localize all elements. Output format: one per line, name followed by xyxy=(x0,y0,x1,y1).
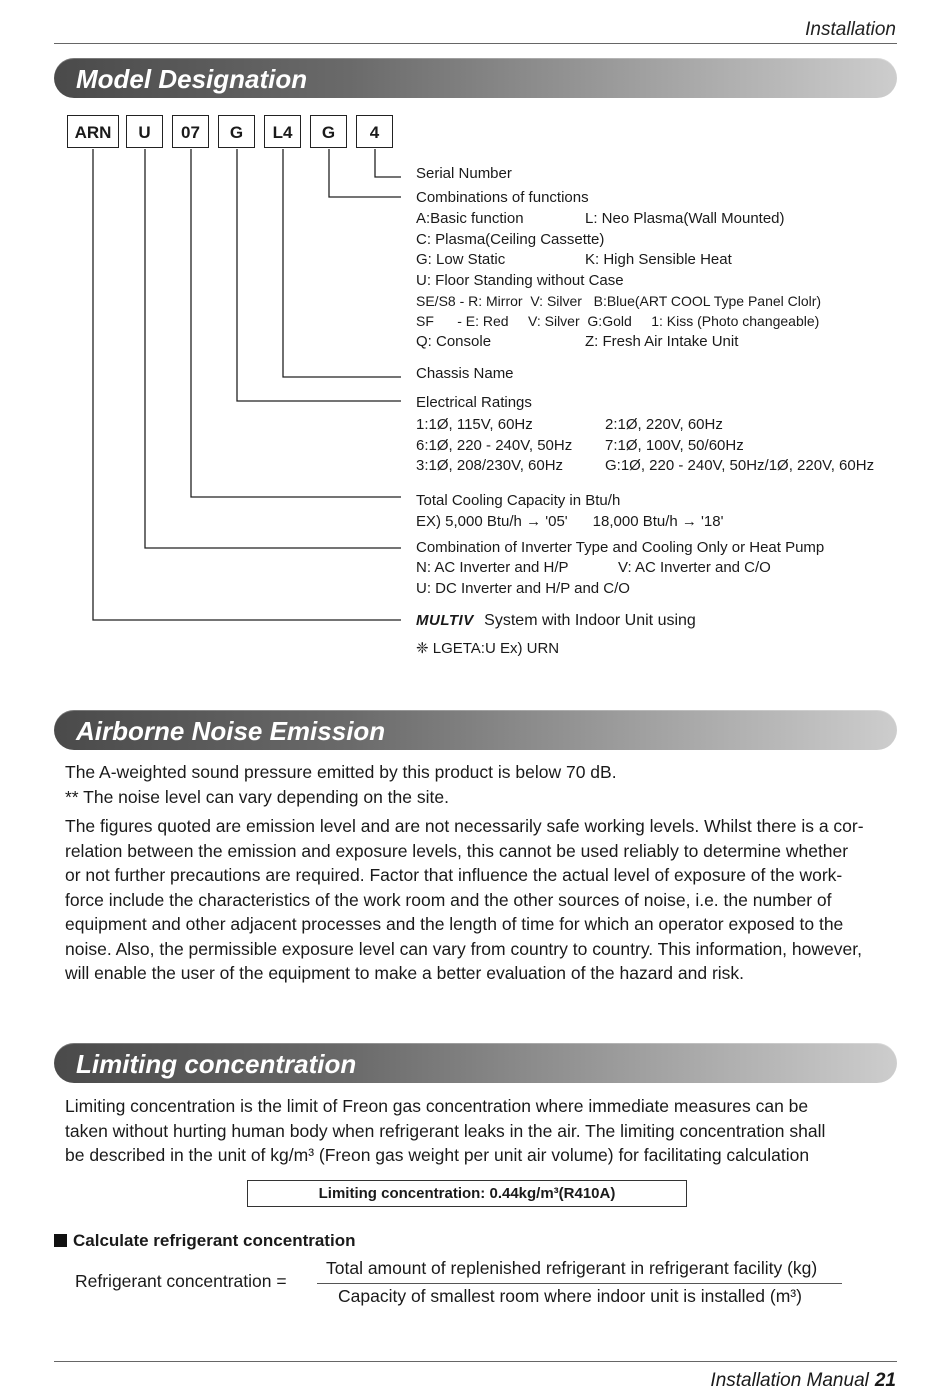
footer-manual-title: Installation Manual xyxy=(710,1370,869,1391)
serial-number-label: Serial Number xyxy=(416,165,512,182)
code-box-arn: ARN xyxy=(67,115,119,148)
code-box-g2: G xyxy=(310,115,347,148)
inverter-item: N: AC Inverter and H/P xyxy=(416,559,569,576)
electrical-item: 1:1Ø, 115V, 60Hz xyxy=(416,416,533,433)
electrical-item: 7:1Ø, 100V, 50/60Hz xyxy=(605,437,744,454)
limiting-value-box: Limiting concentration: 0.44kg/m³(R410A) xyxy=(247,1180,687,1207)
function-item: U: Floor Standing without Case xyxy=(416,272,624,289)
capacity-example: EX) 5,000 Btu/h → '05' 18,000 Btu/h → '18' xyxy=(416,513,724,530)
page-footer xyxy=(710,1370,896,1392)
section-title: Airborne Noise Emission xyxy=(76,716,386,746)
function-item-se-s8: SE/S8 - R: Mirror V: Silver B:Blue(ART COOL Type Panel Clolr) xyxy=(416,293,822,309)
section-title: Model Designation xyxy=(76,64,308,94)
code-box-g: G xyxy=(218,115,255,148)
limiting-paragraph xyxy=(65,1094,825,1168)
section-title: Limiting concentration xyxy=(76,1049,357,1079)
noise-note: ** The noise level can vary depending on the site. xyxy=(65,786,449,807)
function-item: G: Low Static xyxy=(416,251,506,268)
function-item: Z: Fresh Air Intake Unit xyxy=(585,333,739,350)
calc-heading xyxy=(54,1231,355,1251)
function-item: Q: Console xyxy=(416,333,492,350)
footer-rule xyxy=(54,1361,897,1362)
paragraph-line: force include the characteristics of the work room and the other sources of noise, i.e. the number of xyxy=(65,889,832,910)
function-item: L: Neo Plasma(Wall Mounted) xyxy=(585,210,785,227)
electrical-item: G:1Ø, 220 - 240V, 50Hz/1Ø, 220V, 60Hz xyxy=(605,457,875,474)
electrical-item: 3:1Ø, 208/230V, 60Hz xyxy=(416,457,564,474)
functions-heading: Combinations of functions xyxy=(416,189,589,206)
function-item-sf: SF - E: Red V: Silver G:Gold 1: Kiss (Photo changeable) xyxy=(416,313,820,329)
paragraph-line: taken without hurting human body when refrigerant leaks in the air. The limiting concentration shall xyxy=(65,1120,826,1141)
paragraph-line: noise. Also, the permissible exposure level can vary from country to country. This information, however, xyxy=(65,938,862,959)
multiv-logo: MULTIV xyxy=(416,612,474,629)
function-item: A:Basic function xyxy=(416,210,524,227)
inverter-item: V: AC Inverter and C/O xyxy=(618,559,771,576)
page-number: 21 xyxy=(874,1370,896,1391)
chassis-name-label: Chassis Name xyxy=(416,365,514,382)
inverter-heading: Combination of Inverter Type and Cooling Only or Heat Pump xyxy=(416,539,825,556)
paragraph-line: relation between the emission and exposure levels, this cannot be used reliably to determine whether xyxy=(65,840,849,861)
noise-banner xyxy=(54,710,897,750)
code-box-l4: L4 xyxy=(264,115,301,148)
paragraph-line: or not further precautions are required. Factor that influence the actual level of exposure of the work- xyxy=(65,865,843,885)
noise-statement: The A-weighted sound pressure emitted by this product is below 70 dB. xyxy=(65,762,617,782)
function-item: C: Plasma(Ceiling Cassette) xyxy=(416,231,605,248)
electrical-item: 6:1Ø, 220 - 240V, 50Hz xyxy=(416,437,573,454)
formula-numerator: Total amount of replenished refrigerant in refrigerant facility (kg) xyxy=(326,1258,818,1278)
noise-intro xyxy=(65,760,617,809)
inverter-item: U: DC Inverter and H/P and C/O xyxy=(416,580,630,597)
electrical-heading: Electrical Ratings xyxy=(416,394,532,411)
code-box-07: 07 xyxy=(172,115,209,148)
paragraph-line: equipment and other adjacent processes and the length of time for which an operator exposed to the xyxy=(65,914,844,934)
code-box-4: 4 xyxy=(356,115,393,148)
paragraph-line: will enable the user of the equipment to make a better evaluation of the hazard and risk. xyxy=(65,963,745,983)
capacity-heading: Total Cooling Capacity in Btu/h xyxy=(416,492,621,509)
multiv-line xyxy=(416,611,696,632)
function-item: K: High Sensible Heat xyxy=(585,251,732,268)
multiv-text: System with Indoor Unit using xyxy=(484,612,696,629)
limiting-banner xyxy=(54,1043,897,1083)
code-box-u: U xyxy=(126,115,163,148)
calc-heading-text: Calculate refrigerant concentration xyxy=(73,1231,356,1250)
bullet-square-icon xyxy=(54,1234,67,1247)
paragraph-line: be described in the unit of kg/m³ (Freon gas weight per unit air volume) for facilitating calculation xyxy=(65,1145,810,1165)
paragraph-line: Limiting concentration is the limit of Freon gas concentration where immediate measures can be xyxy=(65,1096,809,1116)
formula-denominator: Capacity of smallest room where indoor unit is installed (m³) xyxy=(338,1286,802,1306)
paragraph-line: The figures quoted are emission level and are not necessarily safe working levels. Whilst there is a cor- xyxy=(65,816,864,836)
noise-paragraph xyxy=(65,814,864,986)
multiv-note: ❈ LGETA:U Ex) URN xyxy=(416,640,560,657)
running-header: Installation xyxy=(805,19,896,40)
formula-label: Refrigerant concentration = xyxy=(75,1271,287,1291)
electrical-item: 2:1Ø, 220V, 60Hz xyxy=(605,416,723,433)
fraction-line xyxy=(317,1283,842,1284)
